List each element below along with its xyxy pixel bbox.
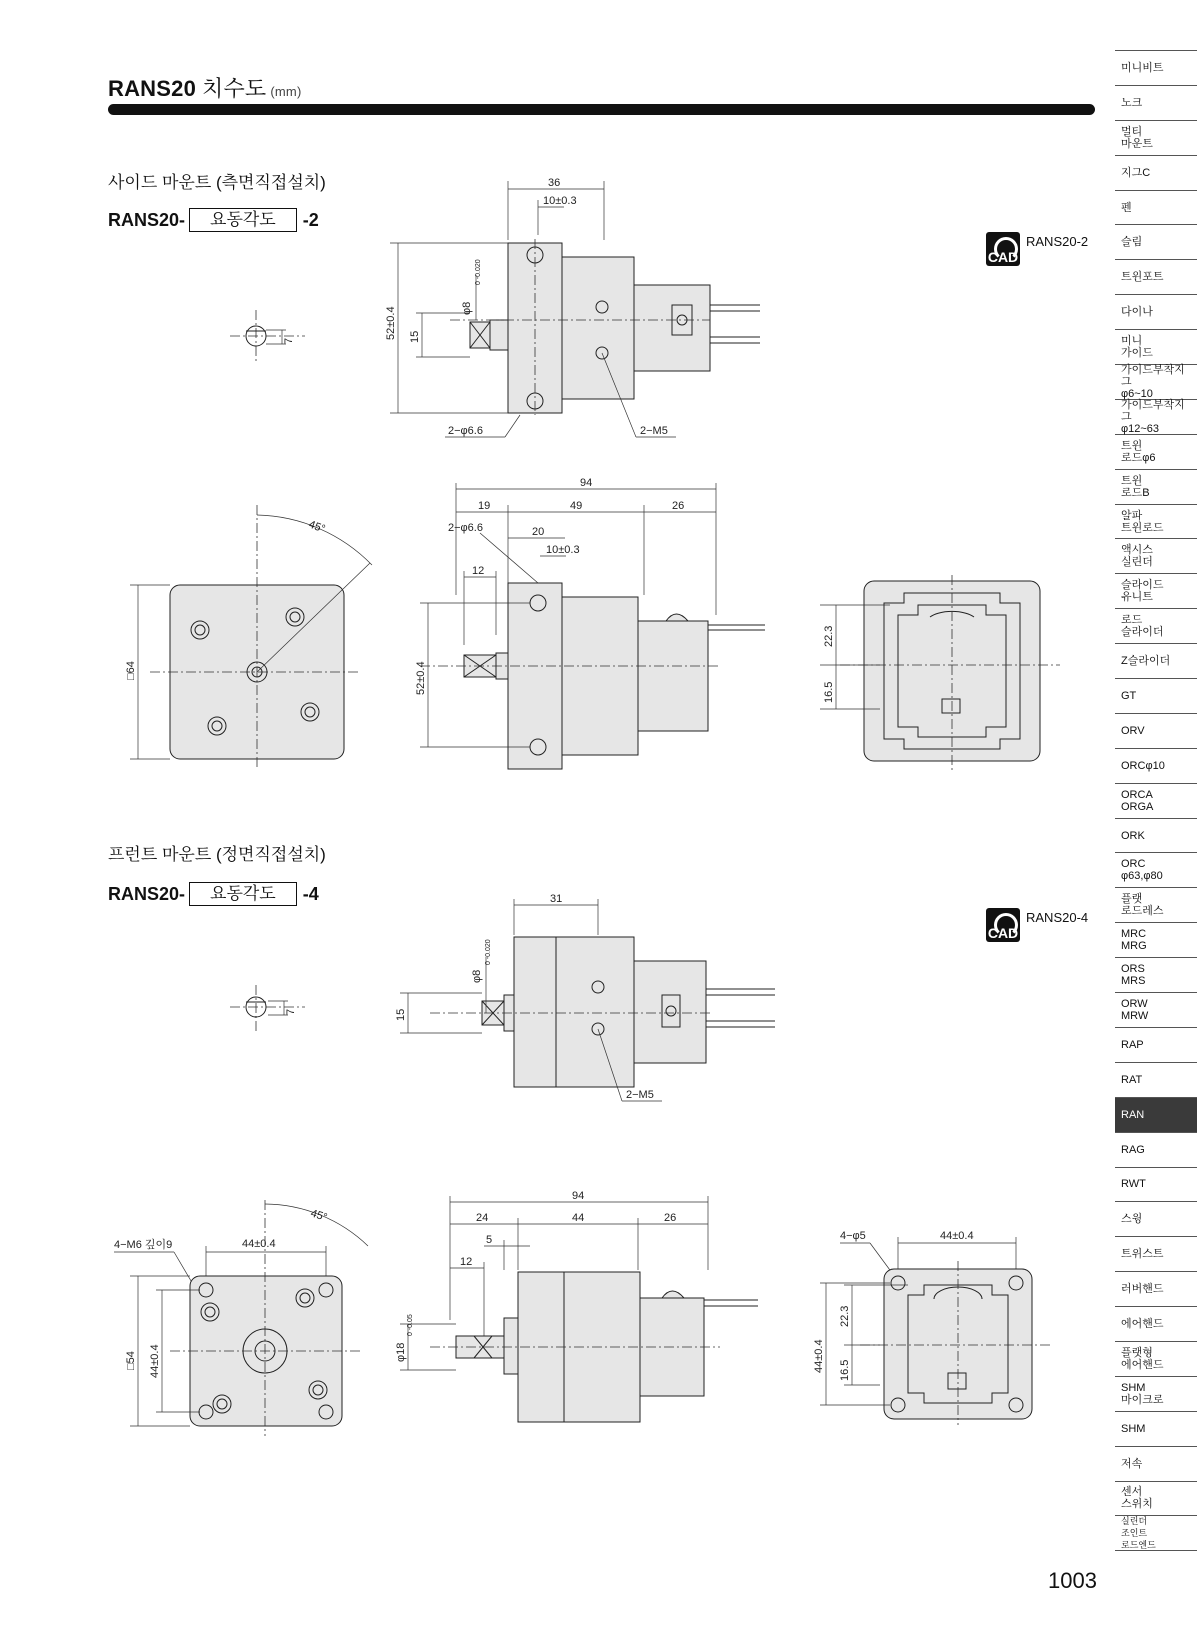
dim-4phi5: 4−φ5 <box>840 1230 866 1242</box>
side-front-view <box>415 475 780 775</box>
dim-26b: 26 <box>664 1212 677 1224</box>
sidebar-item[interactable]: ORCφ10 <box>1115 749 1197 784</box>
sidebar-item[interactable]: RAN <box>1115 1098 1197 1133</box>
title-unit: (mm) <box>270 84 302 99</box>
sidebar-item[interactable]: MRC MRG <box>1115 923 1197 958</box>
side-top-view <box>385 175 810 455</box>
sidebar-item[interactable]: ORC φ63,φ80 <box>1115 853 1197 888</box>
front-back-view <box>813 1225 1060 1430</box>
dim-2m5: 2−M5 <box>640 425 668 437</box>
dim-15b: 15 <box>395 1008 407 1021</box>
sidebar-item[interactable]: 멀티 마운트 <box>1115 121 1197 156</box>
dim-12: 12 <box>472 565 485 577</box>
sidebar-item[interactable]: 트위스트 <box>1115 1237 1197 1272</box>
sidebar-item[interactable]: 트윈 로드φ6 <box>1115 435 1197 470</box>
cad-label-front: RANS20-4 <box>1026 910 1089 925</box>
dim-20: 20 <box>532 526 545 538</box>
sidebar-item[interactable]: 가이드부착지그 φ12~63 <box>1115 400 1197 435</box>
dim-44-top: 44±0.4 <box>242 1238 276 1250</box>
dim-7b: 7 <box>285 1008 297 1015</box>
dim-19: 19 <box>478 500 491 512</box>
sidebar-item[interactable]: GT <box>1115 679 1197 714</box>
dim-10b: 10±0.3 <box>546 544 580 556</box>
dim-sq54: □54 <box>125 1351 137 1370</box>
side-model-prefix: RANS20- <box>108 209 186 230</box>
shaft-end-view-side <box>230 310 310 370</box>
sidebar-item[interactable]: 센서 스위치 <box>1115 1482 1197 1517</box>
sidebar-item[interactable]: ORV <box>1115 714 1197 749</box>
sidebar-item[interactable]: 지그C <box>1115 156 1197 191</box>
dim-5: 5 <box>486 1234 493 1246</box>
side-back-view <box>820 575 1060 775</box>
sidebar-item[interactable]: 미니 가이드 <box>1115 330 1197 365</box>
sidebar-item[interactable]: 트윈포트 <box>1115 260 1197 295</box>
dim-sq64: □64 <box>125 661 137 680</box>
front-model-box: 요동각도 <box>189 882 297 906</box>
dim-44c: 44±0.4 <box>940 1230 974 1242</box>
side-mount-label: 사이드 마운트 (측면직접설치) <box>108 173 326 192</box>
sidebar-item[interactable]: 플랫형 에어핸드 <box>1115 1342 1197 1377</box>
dim-12b: 12 <box>460 1256 473 1268</box>
cad-label-side: RANS20-2 <box>1026 234 1089 249</box>
sidebar-item[interactable]: RAT <box>1115 1063 1197 1098</box>
shaft-end-view-front <box>230 985 310 1035</box>
dim-22-3: 22.3 <box>823 625 835 647</box>
dim-45deg-b: 45° <box>309 1207 329 1224</box>
dim-phi18: φ18 <box>395 1342 407 1362</box>
sidebar-item[interactable]: 슬라이드 유니트 <box>1115 574 1197 609</box>
sidebar-item[interactable]: 액시스 실린더 <box>1115 539 1197 574</box>
sidebar-item[interactable]: 플랫 로드레스 <box>1115 888 1197 923</box>
dim-36: 36 <box>548 177 561 189</box>
dim-26: 26 <box>672 500 685 512</box>
dim-94: 94 <box>580 477 593 489</box>
dim-94b: 94 <box>572 1190 585 1202</box>
sidebar-item[interactable]: ORCA ORGA <box>1115 784 1197 819</box>
front-front-view <box>395 1190 770 1430</box>
cad-icon: CAD <box>986 908 1020 942</box>
front-face-view <box>110 1200 380 1440</box>
cad-badge-side[interactable] <box>986 232 1088 266</box>
dim-15: 15 <box>409 330 421 343</box>
sidebar-item[interactable]: Z슬라이더 <box>1115 644 1197 679</box>
cad-badge-front[interactable] <box>986 908 1088 942</box>
front-model-prefix: RANS20- <box>108 883 186 904</box>
sidebar-item[interactable]: ORW MRW <box>1115 993 1197 1028</box>
sidebar-item[interactable]: RAG <box>1115 1133 1197 1168</box>
sidebar-item[interactable]: 트윈 로드B <box>1115 470 1197 505</box>
side-face-view <box>125 505 370 775</box>
sidebar-item[interactable]: 미니비트 <box>1115 51 1197 86</box>
title-model: RANS20 <box>108 76 197 101</box>
sidebar-item[interactable]: RWT <box>1115 1168 1197 1203</box>
front-top-view <box>395 893 800 1115</box>
front-mount-model <box>108 882 319 906</box>
sidebar-item[interactable]: 스윙 <box>1115 1202 1197 1237</box>
dim-31: 31 <box>550 893 563 905</box>
sidebar-item[interactable]: ORK <box>1115 819 1197 854</box>
dim-45deg: 45° <box>306 518 327 536</box>
dim-52b: 52±0.4 <box>415 661 427 695</box>
page-number: 1003 <box>1048 1568 1097 1593</box>
sidebar-item[interactable]: 실린더 조인트 로드엔드 <box>1115 1516 1197 1551</box>
dim-52: 52±0.4 <box>385 306 397 340</box>
sidebar-item[interactable]: 러버핸드 <box>1115 1272 1197 1307</box>
side-model-box: 요동각도 <box>189 208 297 232</box>
title-rule <box>108 104 1095 115</box>
dim-tol18: 0 -0.05 <box>407 1314 414 1336</box>
sidebar-item[interactable]: ORS MRS <box>1115 958 1197 993</box>
dim-10: 10±0.3 <box>543 195 577 207</box>
front-mount-label: 프런트 마운트 (정면직접설치) <box>108 845 326 864</box>
dim-22-3b: 22.3 <box>839 1305 851 1327</box>
sidebar-index <box>1115 50 1197 1551</box>
side-model-suffix: -2 <box>302 209 319 230</box>
sidebar-item[interactable]: SHM <box>1115 1412 1197 1447</box>
dim-44d: 44±0.4 <box>813 1339 825 1373</box>
sidebar-item[interactable]: 가이드부착지그 φ6~10 <box>1115 365 1197 400</box>
dim-2m5b: 2−M5 <box>626 1089 654 1101</box>
sidebar-item[interactable]: RAP <box>1115 1028 1197 1063</box>
sidebar-item[interactable]: 다이나 <box>1115 295 1197 330</box>
sidebar-item[interactable]: 슬림 <box>1115 225 1197 260</box>
dim-16-5: 16.5 <box>823 681 835 703</box>
sidebar-item[interactable]: SHM 마이크로 <box>1115 1377 1197 1412</box>
title-kr: 치수도 <box>202 76 267 101</box>
dim-tol: 0 -0.020 <box>475 259 482 285</box>
sidebar-item[interactable]: 노크 <box>1115 86 1197 121</box>
sidebar-item[interactable]: 알파 트윈로드 <box>1115 505 1197 540</box>
dim-16-5b: 16.5 <box>839 1359 851 1381</box>
sidebar-item[interactable]: 저속 <box>1115 1447 1197 1482</box>
dim-49: 49 <box>570 500 583 512</box>
cad-icon: CAD <box>986 232 1020 266</box>
dim-44b: 44 <box>572 1212 585 1224</box>
sidebar-item[interactable]: 에어핸드 <box>1115 1307 1197 1342</box>
dim-4m6: 4−M6 깊이9 <box>114 1239 173 1251</box>
dim-phi8: φ8 <box>461 301 473 315</box>
sidebar-item[interactable]: 펜 <box>1115 191 1197 226</box>
sidebar-item[interactable]: 로드 슬라이더 <box>1115 609 1197 644</box>
dim-tolb: 0 -0.020 <box>485 939 492 965</box>
dim-phi8b: φ8 <box>471 969 483 983</box>
front-model-suffix: -4 <box>302 883 319 904</box>
dim-44-v: 44±0.4 <box>149 1344 161 1378</box>
dim-24: 24 <box>476 1212 489 1224</box>
dim-7: 7 <box>283 337 295 344</box>
page-title <box>108 72 302 103</box>
side-mount-model <box>108 208 319 232</box>
dim-2phi66: 2−φ6.6 <box>448 425 483 437</box>
dim-2phi66b: 2−φ6.6 <box>448 522 483 534</box>
